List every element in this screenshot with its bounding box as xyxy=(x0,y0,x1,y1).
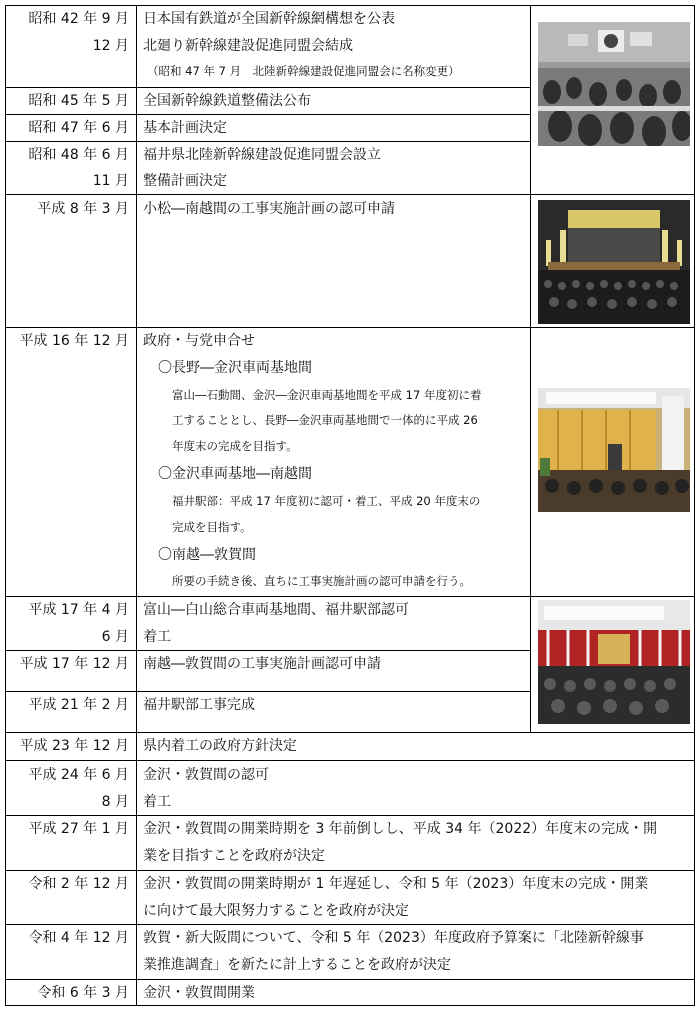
date-cell: 昭和 45 年 5 月 xyxy=(28,93,129,109)
event-note: 完成を目指す。 xyxy=(172,520,252,534)
event-note: 福井駅部：平成 17 年度初に認可・着工、平成 20 年度末の xyxy=(172,494,481,508)
event-text: 日本国有鉄道が全国新幹線網構想を公表 xyxy=(143,11,395,27)
event-text: 金沢・敦賀間開業 xyxy=(143,985,255,1001)
date-cell: 令和 6 年 3 月 xyxy=(37,985,129,1001)
event-text: 県内着工の政府方針決定 xyxy=(143,738,297,754)
date-cell: 昭和 47 年 6 月 xyxy=(28,120,129,136)
border-left xyxy=(5,5,6,1005)
event-text: 政府・与党申合せ xyxy=(143,333,255,349)
date-cell: 平成 8 年 3 月 xyxy=(37,201,129,217)
date-cell: 昭和 48 年 6 月 xyxy=(28,147,129,163)
meeting-hall-photo xyxy=(538,388,690,512)
event-text: に向けて最大限努力することを政府が決定 xyxy=(143,903,409,919)
border-top xyxy=(5,5,695,6)
event-note: （昭和 47 年 7 月 北陸新幹線建設促進同盟会に名称変更） xyxy=(147,64,460,78)
row-divider xyxy=(5,114,531,115)
row-divider xyxy=(5,924,695,925)
event-text: 業推進調査」を新たに計上することを政府が決定 xyxy=(143,957,451,973)
date-cell: 平成 16 年 12 月 xyxy=(19,333,129,349)
row-divider xyxy=(5,141,531,142)
row-divider xyxy=(5,870,695,871)
border-right xyxy=(694,5,695,1005)
date-cell: 平成 23 年 12 月 xyxy=(19,738,129,754)
date-cell: 8 月 xyxy=(101,794,129,810)
row-divider xyxy=(5,732,695,733)
event-text: 金沢・敦賀間の認可 xyxy=(143,767,269,783)
event-text: 着工 xyxy=(143,794,171,810)
row-divider xyxy=(5,194,695,195)
date-cell: 令和 4 年 12 月 xyxy=(28,930,129,946)
event-text: 基本計画決定 xyxy=(143,120,227,136)
date-cell: 昭和 42 年 9 月 xyxy=(28,11,129,27)
row-divider xyxy=(5,691,531,692)
event-text: 北廻り新幹線建設促進同盟会結成 xyxy=(143,38,353,54)
sub-heading: 〇金沢車両基地―南越間 xyxy=(158,466,312,482)
event-text: 福井駅部工事完成 xyxy=(143,697,255,713)
row-divider xyxy=(5,596,695,597)
ceremony-photo xyxy=(538,600,690,724)
event-note: 所要の手続き後、直ちに工事実施計画の認可申請を行う。 xyxy=(172,574,471,588)
event-text: 業を目指すことを政府が決定 xyxy=(143,848,325,864)
row-divider xyxy=(5,87,531,88)
event-text: 全国新幹線鉄道整備法公布 xyxy=(143,93,311,109)
row-divider xyxy=(5,650,531,651)
event-text: 南越―敦賀間の工事実施計画認可申請 xyxy=(143,656,381,672)
date-cell: 令和 2 年 12 月 xyxy=(28,876,129,892)
event-note: 年度末の完成を目指す。 xyxy=(172,439,298,453)
sub-heading: 〇南越―敦賀間 xyxy=(158,547,256,563)
event-text: 着工 xyxy=(143,629,171,645)
date-cell: 11 月 xyxy=(92,173,129,189)
date-cell: 平成 17 年 12 月 xyxy=(19,656,129,672)
column-divider xyxy=(136,5,137,1005)
event-text: 金沢・敦賀間の開業時期を 3 年前倒しし、平成 34 年（2022）年度末の完成・開 xyxy=(143,821,658,837)
row-divider xyxy=(5,760,695,761)
date-cell: 12 月 xyxy=(92,38,129,54)
event-text: 整備計画決定 xyxy=(143,173,227,189)
row-divider xyxy=(5,979,695,980)
date-cell: 平成 27 年 1 月 xyxy=(28,821,129,837)
conference-photo xyxy=(538,22,690,146)
event-text: 敦賀・新大阪間について、令和 5 年（2023）年度政府予算案に「北陸新幹線事 xyxy=(143,930,644,946)
event-text: 金沢・敦賀間の開業時期が 1 年遅延し、令和 5 年（2023）年度末の完成・開業 xyxy=(143,876,649,892)
row-divider xyxy=(5,815,695,816)
event-note: 工することとし、長野―金沢車両基地間で一体的に平成 26 xyxy=(172,413,478,427)
border-bottom xyxy=(5,1005,695,1006)
date-cell: 平成 21 年 2 月 xyxy=(28,697,129,713)
event-text: 富山―白山総合車両基地間、福井駅部認可 xyxy=(143,602,409,618)
event-text: 小松―南越間の工事実施計画の認可申請 xyxy=(143,201,395,217)
event-text: 福井県北陸新幹線建設促進同盟会設立 xyxy=(143,147,381,163)
row-divider xyxy=(5,327,695,328)
rally-hall-photo xyxy=(538,200,690,324)
sub-heading: 〇長野―金沢車両基地間 xyxy=(158,360,312,376)
date-cell: 平成 17 年 4 月 xyxy=(28,602,129,618)
event-note: 富山―石動間、金沢―金沢車両基地間を平成 17 年度初に着 xyxy=(172,388,482,402)
date-cell: 平成 24 年 6 月 xyxy=(28,767,129,783)
date-cell: 6 月 xyxy=(101,629,129,645)
